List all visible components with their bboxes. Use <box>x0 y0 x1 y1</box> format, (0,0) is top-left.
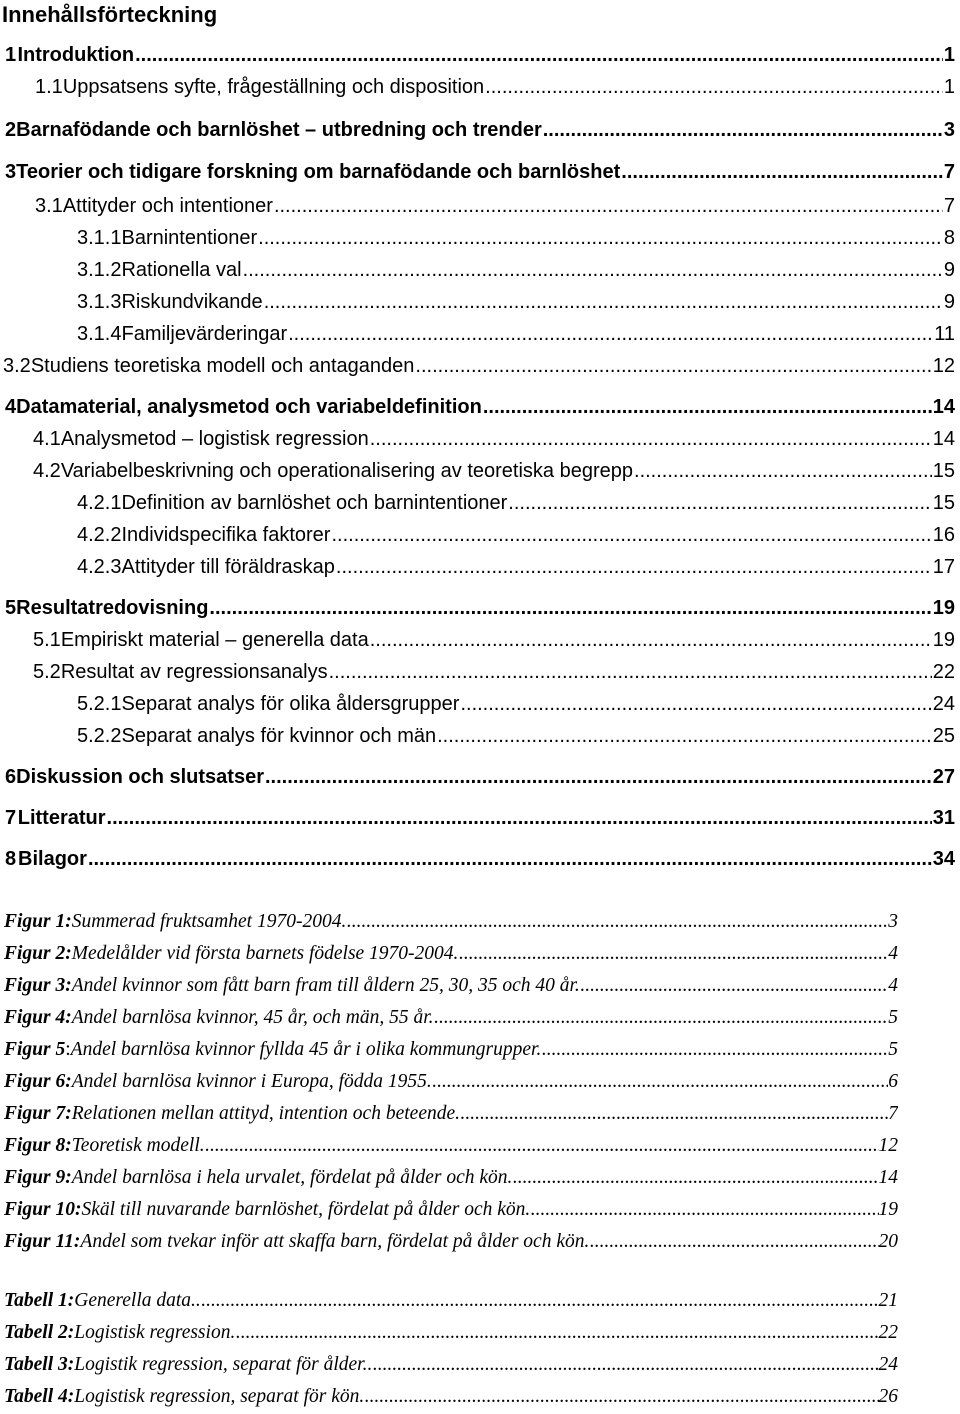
toc-entry-title: Barnafödande och barnlöshet – utbredning och trender <box>16 119 542 141</box>
toc-entry-number: 8 <box>5 848 17 870</box>
figure-caption: Andel barnlösa i hela urvalet, fördelat på ålder och kön. <box>71 1167 513 1188</box>
toc-entry[interactable] <box>0 460 955 483</box>
dot-leader <box>483 396 932 419</box>
figure-page: 20 <box>878 1231 898 1252</box>
toc-entry-title: Barnintentioner <box>121 227 258 249</box>
toc-entry-number: 1.1 <box>35 76 63 98</box>
toc-entry-page: 27 <box>932 766 955 788</box>
figure-entry[interactable] <box>4 1231 898 1253</box>
toc-entry-title: Resultat av regressionsanalys <box>60 661 328 683</box>
dot-leader <box>205 1135 879 1157</box>
toc-entry-title: Analysmetod – logistisk regression <box>60 428 369 450</box>
toc-entry-number: 4.2.1 <box>77 492 122 514</box>
toc-entry-title: Litteratur <box>17 807 106 829</box>
toc-entry-number: 5.1 <box>33 629 61 651</box>
toc-entry[interactable] <box>0 44 955 67</box>
table-caption: Logistisk regression, separat för kön. <box>74 1386 365 1407</box>
toc-entry-number: 3.1.2 <box>77 259 122 281</box>
table-entry[interactable] <box>4 1290 898 1312</box>
toc-entry[interactable] <box>0 597 955 620</box>
toc-entry-number: 4.2 <box>33 460 61 482</box>
dot-leader <box>485 76 943 99</box>
toc-entry[interactable] <box>0 807 955 830</box>
table-separator: : <box>67 1322 75 1343</box>
page-title: Innehållsförteckning <box>2 2 218 27</box>
dot-leader <box>88 848 932 871</box>
toc-entry-page: 7 <box>943 161 955 183</box>
figure-caption: Medelålder vid första barnets födelse 1970-2004. <box>71 943 459 964</box>
toc-entry[interactable] <box>0 76 955 99</box>
toc-entry[interactable] <box>0 428 955 451</box>
figure-label: Figur 11 <box>4 1231 74 1252</box>
dot-leader <box>264 291 943 314</box>
toc-entry-number: 3.2 <box>3 355 31 377</box>
figure-caption: Skäl till nuvarande barnlöshet, fördelat på ålder och kön. <box>81 1199 531 1220</box>
toc-entry-number: 5.2.1 <box>77 693 122 715</box>
toc-entry-page: 9 <box>943 259 955 281</box>
toc-entry-title: Individspecifika faktorer <box>121 524 331 546</box>
figure-entry[interactable] <box>4 911 898 933</box>
figure-separator: : <box>65 1103 72 1124</box>
toc-entry-page: 31 <box>932 807 955 829</box>
toc-entry-number: 7 <box>5 807 17 829</box>
dot-leader <box>265 766 932 789</box>
dot-leader <box>432 1071 889 1093</box>
figure-page: 6 <box>888 1071 898 1092</box>
toc-entry-title: Separat analys för olika åldersgrupper <box>121 693 460 715</box>
toc-entry-page: 7 <box>943 195 955 217</box>
toc-entry-page: 22 <box>932 661 955 683</box>
toc-entry-number: 3.1 <box>35 195 63 217</box>
dot-leader <box>274 195 943 218</box>
table-entry[interactable] <box>4 1386 898 1408</box>
toc-entry-number: 1 <box>5 44 17 66</box>
toc-entry[interactable] <box>0 195 955 218</box>
toc-entry-title: Resultatredovisning <box>16 597 209 619</box>
figure-page: 19 <box>878 1199 898 1220</box>
dot-leader <box>370 428 932 451</box>
toc-entry[interactable] <box>0 661 955 684</box>
figure-separator: : <box>73 1231 81 1252</box>
toc-entry-page: 25 <box>932 725 955 747</box>
toc-entry-title: Datamaterial, analysmetod och variabeldefinition <box>16 396 482 418</box>
figure-label: Figur 4 <box>4 1007 66 1028</box>
dot-leader <box>543 119 943 142</box>
dot-leader <box>541 1039 888 1061</box>
toc-entry-page: 11 <box>934 323 955 345</box>
figure-caption: Andel som tvekar inför att skaffa barn, fördelat på ålder och kön. <box>80 1231 590 1252</box>
toc-entry[interactable] <box>0 524 955 547</box>
figure-label: Figur 1 <box>4 911 66 932</box>
toc-entry-page: 24 <box>932 693 955 715</box>
dot-leader <box>621 161 943 184</box>
figure-page: 4 <box>888 943 898 964</box>
toc-entry[interactable] <box>0 848 955 871</box>
table-caption: Generella data.. <box>74 1290 201 1311</box>
toc-entry[interactable] <box>0 161 955 184</box>
dot-leader <box>135 44 943 67</box>
toc-entry-page: 14 <box>932 428 955 450</box>
figure-separator: : <box>65 1071 72 1092</box>
figure-caption: Teoretisk modell. <box>71 1135 205 1156</box>
dot-leader <box>209 597 931 620</box>
toc-entry-page: 12 <box>932 355 955 377</box>
table-page: 21 <box>878 1290 898 1311</box>
toc-entry-title: Familjevärderingar <box>121 323 288 345</box>
dot-leader <box>589 1231 878 1253</box>
dot-leader <box>235 1322 878 1344</box>
dot-leader <box>243 259 943 282</box>
toc-entry-page: 9 <box>943 291 955 313</box>
toc-entry[interactable] <box>0 259 955 282</box>
figure-separator: : <box>65 1135 72 1156</box>
figure-separator: : <box>65 1039 71 1060</box>
figure-entry[interactable] <box>4 975 898 997</box>
figure-separator: : <box>65 1167 72 1188</box>
toc-entry[interactable] <box>0 629 955 652</box>
toc-entry-page: 19 <box>932 597 955 619</box>
table-entry[interactable] <box>4 1322 898 1344</box>
figure-entry[interactable] <box>4 1199 898 1221</box>
table-label: Tabell 2 <box>4 1322 68 1343</box>
toc-entry-title: Bilagor <box>18 848 87 870</box>
dot-leader <box>458 943 888 965</box>
figure-entry[interactable] <box>4 1103 898 1125</box>
toc-entry-title: Rationella val <box>121 259 242 281</box>
table-caption: Logistik regression, separat för ålder.. <box>74 1354 373 1375</box>
toc-entry-page: 3 <box>943 119 955 141</box>
dot-leader <box>437 725 932 748</box>
toc-entry-title: Riskundvikande <box>121 291 263 313</box>
dot-leader <box>258 227 943 250</box>
toc-entry-page: 8 <box>943 227 955 249</box>
toc-entry-title: Attityder och intentioner <box>62 195 273 217</box>
dot-leader <box>460 1103 888 1125</box>
toc-entry-page: 34 <box>932 848 955 870</box>
table-separator: : <box>67 1386 75 1407</box>
toc-entry[interactable] <box>0 291 955 314</box>
dot-leader <box>346 911 888 933</box>
table-label: Tabell 1 <box>4 1290 68 1311</box>
dot-leader <box>530 1199 878 1221</box>
figure-separator: : <box>65 943 72 964</box>
toc-entry-number: 5 <box>5 597 17 619</box>
figure-entry[interactable] <box>4 1135 898 1157</box>
figure-caption: Andel barnlösa kvinnor, 45 år, och män, 55 år. <box>71 1007 434 1028</box>
dot-leader <box>336 556 932 579</box>
toc-entry-title: Introduktion <box>17 44 135 66</box>
toc-entry-page: 1 <box>943 44 955 66</box>
toc-entry-page: 1 <box>943 76 955 98</box>
figure-caption: Relationen mellan attityd, intention och beteende. <box>71 1103 461 1124</box>
table-page: 26 <box>878 1386 898 1407</box>
toc-entry[interactable] <box>0 323 955 346</box>
dot-leader <box>434 1007 889 1029</box>
table-separator: : <box>67 1290 75 1311</box>
toc-entry-title: Variabelbeskrivning och operationalisering av teoretiska begrepp <box>60 460 634 482</box>
figure-page: 4 <box>888 975 898 996</box>
dot-leader <box>329 661 932 684</box>
toc-entry[interactable] <box>0 355 955 378</box>
toc-entry-page: 19 <box>932 629 955 651</box>
toc-entry-number: 5.2 <box>33 661 61 683</box>
toc-entry-number: 3.1.1 <box>77 227 122 249</box>
figure-label: Figur 10 <box>4 1199 75 1220</box>
figure-caption: Andel kvinnor som fått barn fram till åldern 25, 30, 35 och 40 år. <box>71 975 580 996</box>
toc-entry-page: 17 <box>932 556 955 578</box>
figure-label: Figur 5 <box>4 1039 66 1060</box>
dot-leader <box>460 693 931 716</box>
toc-entry-number: 3 <box>5 161 17 183</box>
dot-leader <box>512 1167 878 1189</box>
toc-entry[interactable] <box>0 556 955 579</box>
figure-label: Figur 9 <box>4 1167 66 1188</box>
figure-page: 12 <box>878 1135 898 1156</box>
figure-separator: : <box>65 975 72 996</box>
dot-leader <box>508 492 931 515</box>
figure-label: Figur 7 <box>4 1103 66 1124</box>
toc-entry-number: 4.2.3 <box>77 556 122 578</box>
toc-entry-title: Uppsatsens syfte, frågeställning och disposition <box>62 76 485 98</box>
figure-separator: : <box>65 1007 72 1028</box>
toc-entry-page: 16 <box>932 524 955 546</box>
toc-entry-title: Teorier och tidigare forskning om barnafödande och barnlöshet <box>16 161 621 183</box>
figure-entry[interactable] <box>4 1007 898 1029</box>
dot-leader <box>580 975 888 997</box>
figure-label: Figur 6 <box>4 1071 66 1092</box>
toc-entry-title: Definition av barnlöshet och barnintentioner <box>121 492 508 514</box>
toc-entry-number: 6 <box>5 766 17 788</box>
toc-entry-number: 2 <box>5 119 17 141</box>
figure-page: 14 <box>878 1167 898 1188</box>
figure-label: Figur 8 <box>4 1135 66 1156</box>
dot-leader <box>364 1386 878 1408</box>
figure-entry[interactable] <box>4 1039 898 1061</box>
figure-page: 3 <box>888 911 898 932</box>
toc-entry-number: 4 <box>5 396 17 418</box>
dot-leader <box>288 323 933 346</box>
figure-separator: : <box>74 1199 82 1220</box>
figure-separator: : <box>65 911 72 932</box>
table-page: 22 <box>878 1322 898 1343</box>
figure-page: 7 <box>888 1103 898 1124</box>
figure-caption: Andel barnlösa kvinnor fyllda 45 år i olika kommungrupper. <box>70 1039 542 1060</box>
table-label: Tabell 3 <box>4 1354 68 1375</box>
toc-entry[interactable] <box>0 693 955 716</box>
figure-caption: Andel barnlösa kvinnor i Europa, födda 1955. <box>71 1071 432 1092</box>
toc-entry-number: 4.2.2 <box>77 524 122 546</box>
figure-page: 5 <box>888 1007 898 1028</box>
dot-leader <box>201 1290 879 1312</box>
toc-entry[interactable] <box>0 396 955 419</box>
dot-leader <box>370 629 932 652</box>
table-entry[interactable] <box>4 1354 898 1376</box>
table-caption: Logistisk regression. <box>74 1322 236 1343</box>
toc-entry-number: 3.1.4 <box>77 323 122 345</box>
figure-caption: Summerad fruktsamhet 1970-2004. <box>71 911 347 932</box>
figure-entry[interactable] <box>4 943 898 965</box>
toc-entry[interactable] <box>0 725 955 748</box>
figure-page: 5 <box>888 1039 898 1060</box>
table-label: Tabell 4 <box>4 1386 68 1407</box>
figure-entry[interactable] <box>4 1167 898 1189</box>
toc-entry-title: Empiriskt material – generella data <box>60 629 369 651</box>
toc-entry[interactable] <box>0 227 955 250</box>
toc-entry-page: 15 <box>932 492 955 514</box>
dot-leader <box>372 1354 878 1376</box>
toc-entry-title: Attityder till föräldraskap <box>121 556 335 578</box>
toc-entry-title: Diskussion och slutsatser <box>16 766 264 788</box>
table-page: 24 <box>878 1354 898 1375</box>
toc-entry[interactable] <box>0 119 955 142</box>
toc-entry-number: 4.1 <box>33 428 61 450</box>
dot-leader <box>107 807 932 830</box>
toc-entry-page: 14 <box>932 396 955 418</box>
toc-entry-page: 15 <box>932 460 955 482</box>
toc-entry[interactable] <box>0 766 955 789</box>
figure-label: Figur 3 <box>4 975 66 996</box>
dot-leader <box>415 355 931 378</box>
figure-entry[interactable] <box>4 1071 898 1093</box>
toc-entry-title: Studiens teoretiska modell och antaganden <box>30 355 415 377</box>
table-separator: : <box>67 1354 75 1375</box>
toc-entry-number: 5.2.2 <box>77 725 122 747</box>
toc-entry[interactable] <box>0 492 955 515</box>
dot-leader <box>331 524 931 547</box>
figure-label: Figur 2 <box>4 943 66 964</box>
toc-entry-title: Separat analys för kvinnor och män <box>121 725 437 747</box>
toc-entry-number: 3.1.3 <box>77 291 122 313</box>
dot-leader <box>634 460 932 483</box>
